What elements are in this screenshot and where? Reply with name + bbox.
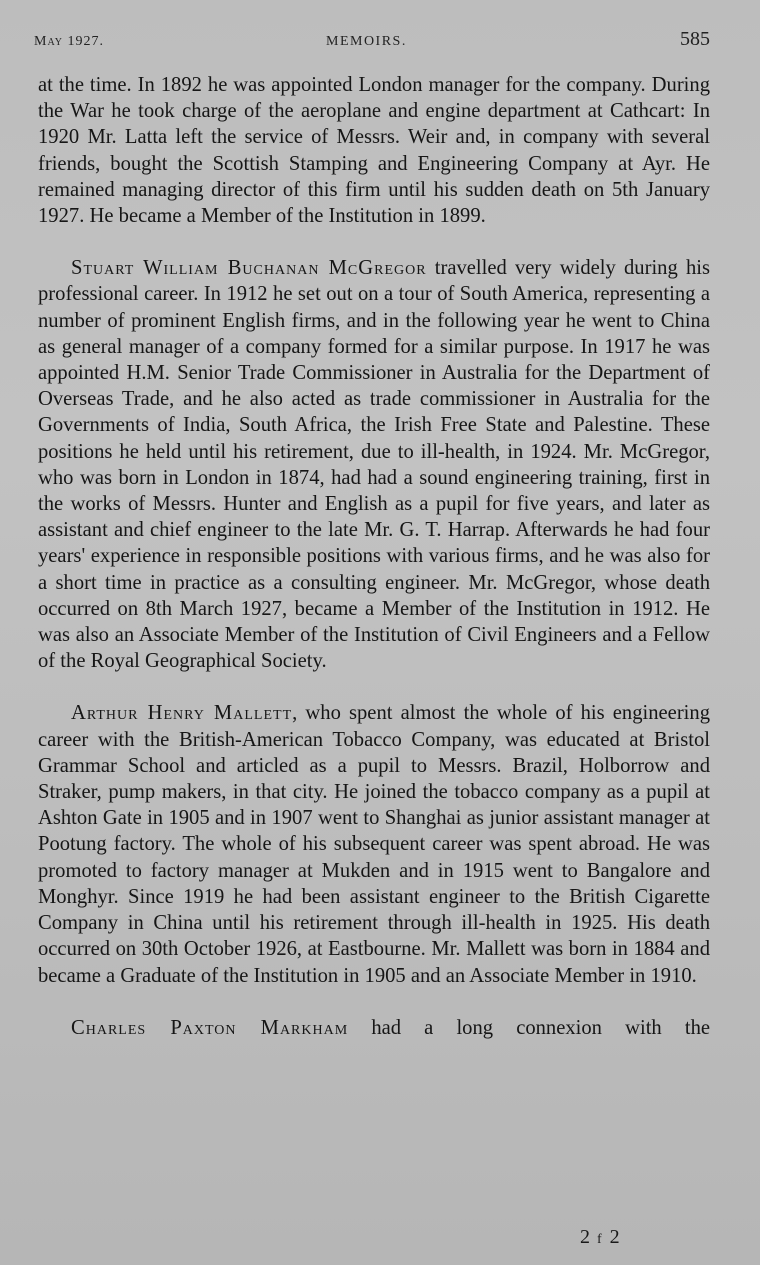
body-text [38, 72, 710, 1041]
paragraph-text: travelled very widely during his professional career. In 1912 he set out on a tour of South America, representing a number of prominent English firms, and in the following year he went to China as general manager of a company formed for a similar purpose. In 1917 he was appointed H.M. Senior Trade Commissioner in Australia for the Department of Overseas Trade, and he also acted as trade commissioner in Australia for the Governments of India, South Africa, the Irish Free State and Palestine. These positions he held until his retirement, due to ill-health, in 1924. Mr. McGregor, who was born in London in 1874, had had a sound engineering training, first in the works of Messrs. Hunter and English as a pupil for five years, and later as assistant and chief engineer to the late Mr. G. T. Harrap. Afterwards he had four years' experience in responsible positions with various firms, and he was also for a short time in practice as a consulting engineer. Mr. McGregor, whose death occurred on 8th March 1927, became a Member of the Institution in 1912. He was also an Associate Member of the Institution of Civil Engineers and a Fellow of the Royal Geographical Society. [38, 257, 710, 673]
page-number: 585 [680, 28, 710, 50]
signature-part: 2 [603, 1226, 621, 1248]
paragraph-text: , who spent almost the whole of his engineering career with the British-American Tobacco Company, was educated at Bristol Grammar School and articled as a pupil to Messrs. Brazil, Holborrow and Straker, pump makers, in that city. He joined the tobacco company as a pupil at Ashton Gate in 1905 and in 1907 went to Shanghai as junior assistant manager at Pootung factory. The whole of his subsequent career was spent abroad. He was promoted to factory manager at Mukden and in 1915 went to Bangalore and Monghyr. Since 1919 he had been assistant engineer to the British Cigarette Company in China until his retirement through ill-health in 1925. His death occurred on 30th October 1926, at Eastbourne. Mr. Mallett was born in 1884 and became a Graduate of the Institution in 1905 and an Associate Member in 1910. [38, 702, 710, 987]
memoir-name: Arthur Henry Mallett [71, 702, 293, 725]
signature-part: f [597, 1232, 604, 1247]
paragraph-mallett [38, 700, 710, 988]
header-date: May 1927. [34, 34, 104, 49]
paragraph-latta-continued [38, 72, 710, 229]
running-header [34, 28, 710, 52]
paragraph-markham [38, 1015, 710, 1041]
printer-signature-mark [580, 1226, 621, 1249]
paragraph-mcgregor [38, 255, 710, 674]
header-title: MEMOIRS. [326, 34, 407, 49]
paragraph-text: at the time. In 1892 he was appointed London manager for the company. During the War he took charge of the aeroplane and engine department at Cathcart: In 1920 Mr. Latta left the service of Messrs. Weir and, in company with several friends, bought the Scottish Stamping and Engineering Company at Ayr. He remained managing director of this firm until his sudden death on 5th January 1927. He became a Member of the Institution in 1899. [38, 74, 710, 228]
memoir-name: Charles Paxton Markham [71, 1016, 349, 1039]
signature-part: 2 [580, 1226, 597, 1248]
memoir-name: Stuart William Buchanan McGregor [71, 257, 427, 280]
paragraph-text: had a long connexion with the [348, 1016, 711, 1039]
